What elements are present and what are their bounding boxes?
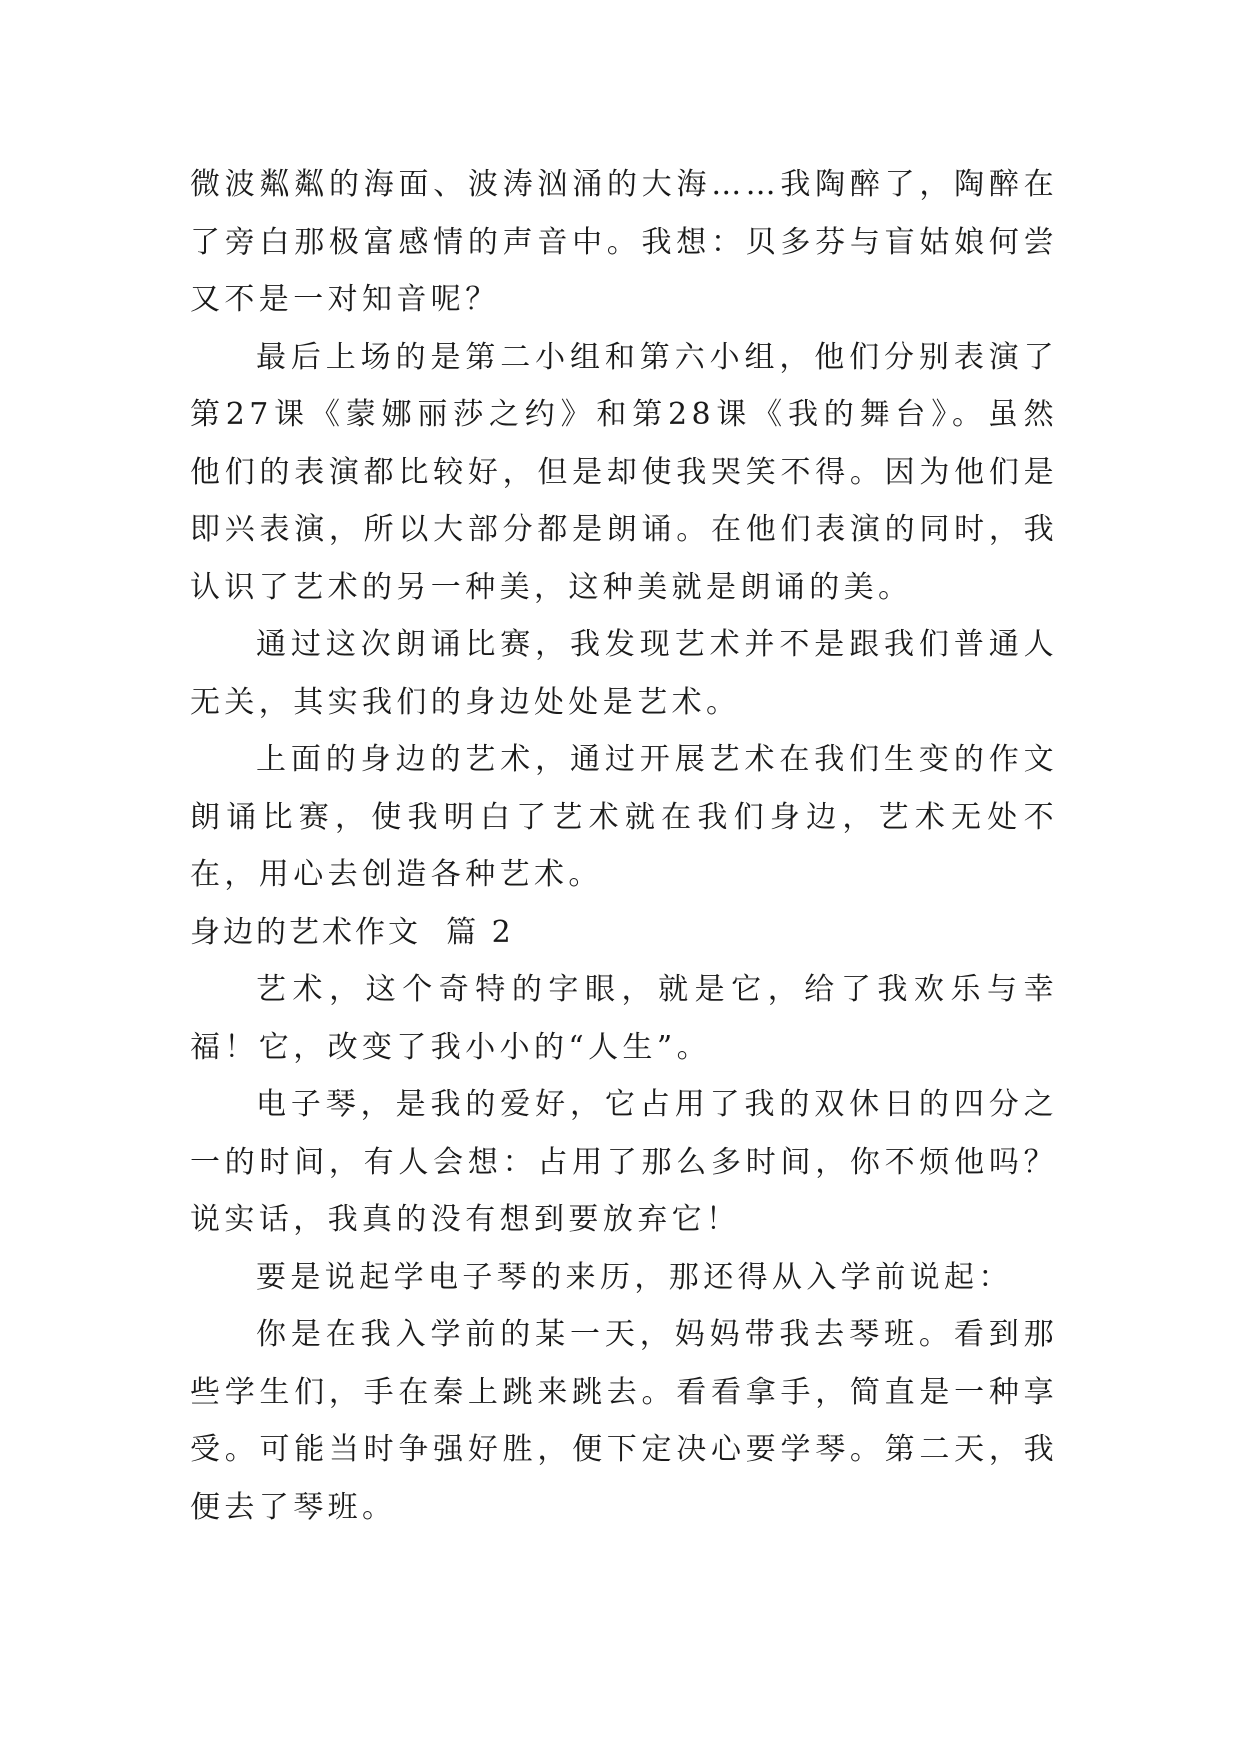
paragraph-7: 要是说起学电子琴的来历，那还得从入学前说起： — [256, 1259, 1013, 1295]
paragraph-8: 你是在我入学前的某一天，妈妈带我去琴班。看到那些学生们，手在秦上跳来跳去。看看拿手，简直是一种享受。可能当时争强好胜，便下定决心要学琴。第二天，我便去了琴班。 — [190, 1317, 1058, 1525]
document-body — [190, 156, 1058, 1536]
section-heading: 身边的艺术作文 篇 2 — [190, 914, 514, 950]
paragraph-5: 艺术，这个奇特的字眼，就是它，给了我欢乐与幸福！它，改变了我小小的“人生”。 — [190, 972, 1058, 1065]
paragraph-1: 微波粼粼的海面、波涛汹涌的大海……我陶醉了，陶醉在了旁白那极富感情的声音中。我想：贝多芬与盲姑娘何尝又不是一对知音呢？ — [190, 167, 1058, 317]
paragraph-3: 通过这次朗诵比赛，我发现艺术并不是跟我们普通人无关，其实我们的身边处处是艺术。 — [190, 627, 1058, 720]
paragraph-2: 最后上场的是第二小组和第六小组，他们分别表演了第27课《蒙娜丽莎之约》和第28课《我的舞台》。虽然他们的表演都比较好，但是却使我哭笑不得。因为他们是即兴表演，所以大部分都是朗诵。在他们表演的同时，我认识了艺术的另一种美，这种美就是朗诵的美。 — [190, 339, 1058, 605]
paragraph-4: 上面的身边的艺术，通过开展艺术在我们生变的作文朗诵比赛，使我明白了艺术就在我们身边，艺术无处不在，用心去创造各种艺术。 — [190, 742, 1058, 892]
paragraph-6: 电子琴，是我的爱好，它占用了我的双休日的四分之一的时间，有人会想：占用了那么多时间，你不烦他吗？说实话，我真的没有想到要放弃它！ — [190, 1087, 1058, 1237]
